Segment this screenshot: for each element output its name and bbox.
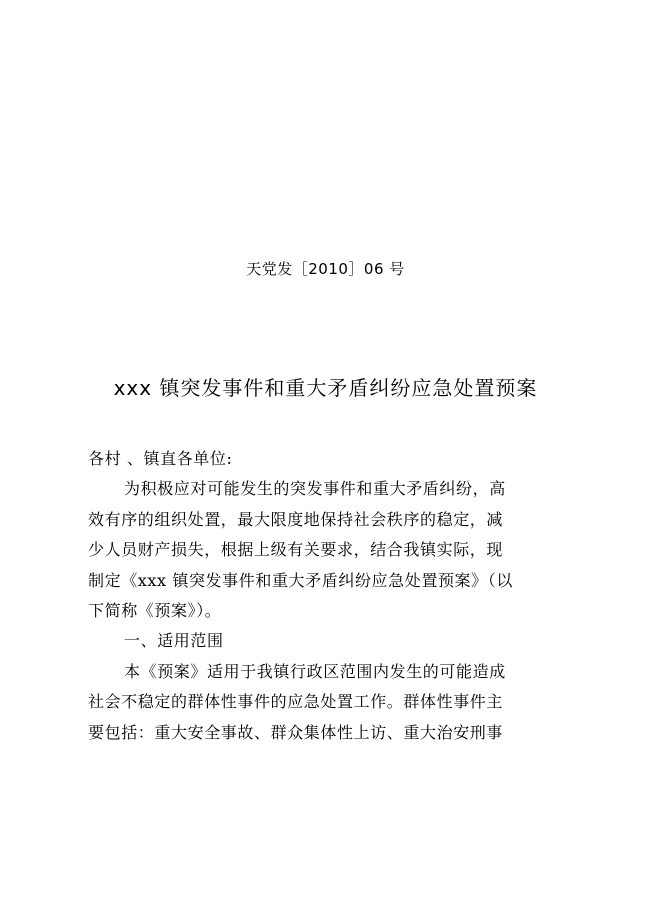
paragraph-line: 效有序的组织处置，最大限度地保持社会秩序的稳定，减 — [88, 509, 504, 529]
document-title: xxx 镇突发事件和重大矛盾纠纷应急处置预案 — [113, 376, 538, 400]
salutation: 各村 、镇直各单位: — [88, 449, 233, 468]
paragraph-line: 本《预案》适用于我镇行政区范围内发生的可能造成 — [124, 661, 506, 681]
paragraph-line: 为积极应对可能发生的突发事件和重大矛盾纠纷，高 — [124, 479, 506, 499]
document-number: 天党发［2010］06 号 — [246, 260, 405, 278]
paragraph-line: 下简称《预案》）。 — [88, 600, 222, 620]
section-heading: 一、适用范围 — [124, 631, 224, 651]
document-body — [88, 444, 564, 748]
paragraph-line: 要包括：重大安全事故、群众集体性上访、重大治安刑事 — [88, 722, 504, 742]
paragraph-line: 社会不稳定的群体性事件的应急处置工作。群体性事件主 — [88, 692, 504, 712]
paragraph-line: 制定《xxx 镇突发事件和重大矛盾纠纷应急处置预案》（以 — [88, 570, 513, 590]
paragraph-line: 少人员财产损失，根据上级有关要求，结合我镇实际，现 — [88, 540, 504, 560]
